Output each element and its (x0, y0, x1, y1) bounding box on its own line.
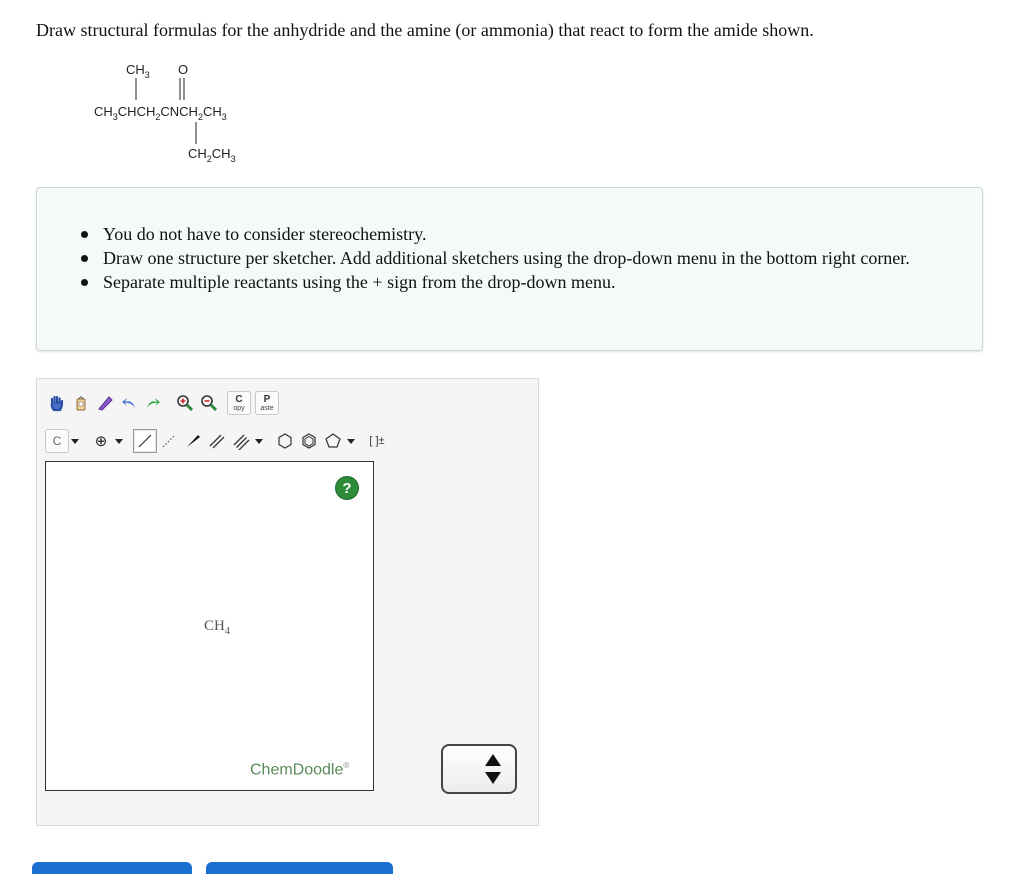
benzene-ring-icon[interactable] (297, 429, 321, 453)
bottom-button-right[interactable] (206, 862, 393, 874)
structure-oxygen: O (178, 62, 189, 77)
triple-bond-icon[interactable] (229, 429, 253, 453)
zoom-in-icon[interactable] (173, 391, 197, 415)
instruction-item: You do not have to consider stereochemistry. (103, 222, 952, 246)
bottom-button-left[interactable] (32, 862, 192, 874)
zoom-out-icon[interactable] (197, 391, 221, 415)
bracket-button[interactable]: [ ]± (369, 435, 385, 447)
pentagon-ring-icon[interactable] (321, 429, 345, 453)
copy-button[interactable]: C opy (227, 391, 251, 415)
instructions-list (103, 222, 952, 294)
chemdoodle-logo: ChemDoodle® (250, 761, 350, 779)
spinner-down-icon[interactable] (485, 772, 501, 784)
structure-top-ch3: $CH_3$ (126, 62, 150, 80)
structure-main-chain: $CH_3CHCH_2CNCH_2CH_3$ (94, 104, 227, 122)
dashed-bond-icon[interactable] (157, 429, 181, 453)
double-bond-icon[interactable] (205, 429, 229, 453)
bond-dropdown-icon[interactable] (253, 429, 265, 453)
ring-dropdown-icon[interactable] (345, 429, 357, 453)
single-bond-button[interactable] (133, 429, 157, 453)
charge-dropdown-icon[interactable] (113, 429, 125, 453)
charge-button[interactable]: ⊕ (94, 433, 108, 450)
canvas-molecule[interactable]: $CH_4$ (204, 618, 230, 637)
sketcher-count-spinner[interactable] (441, 744, 517, 794)
instruction-item: Draw one structure per sketcher. Add additional sketchers using the drop-down menu in the bottom right corner. (103, 246, 952, 270)
sketcher-canvas[interactable] (45, 461, 374, 791)
instructions-panel (36, 187, 983, 351)
structure-ethyl: $CH_2CH_3$ (188, 146, 236, 164)
amide-structure (92, 58, 292, 168)
wedge-bond-icon[interactable] (181, 429, 205, 453)
element-button[interactable]: C (45, 429, 69, 453)
eraser-icon[interactable] (93, 391, 117, 415)
element-dropdown-icon[interactable] (69, 429, 81, 453)
lasso-icon[interactable] (69, 391, 93, 415)
hexagon-ring-icon[interactable] (273, 429, 297, 453)
redo-icon[interactable] (141, 391, 165, 415)
help-icon[interactable]: ? (335, 476, 359, 500)
sketcher-toolbar-top (45, 389, 279, 417)
paste-button[interactable]: P aste (255, 391, 279, 415)
spinner-up-icon[interactable] (485, 754, 501, 766)
sketcher-toolbar-bottom (45, 427, 389, 455)
instruction-item: Separate multiple reactants using the + sign from the drop-down menu. (103, 270, 952, 294)
hand-icon[interactable] (45, 391, 69, 415)
undo-icon[interactable] (117, 391, 141, 415)
question-text: Draw structural formulas for the anhydride and the amine (or ammonia) that react to form the amide shown. (36, 20, 814, 40)
